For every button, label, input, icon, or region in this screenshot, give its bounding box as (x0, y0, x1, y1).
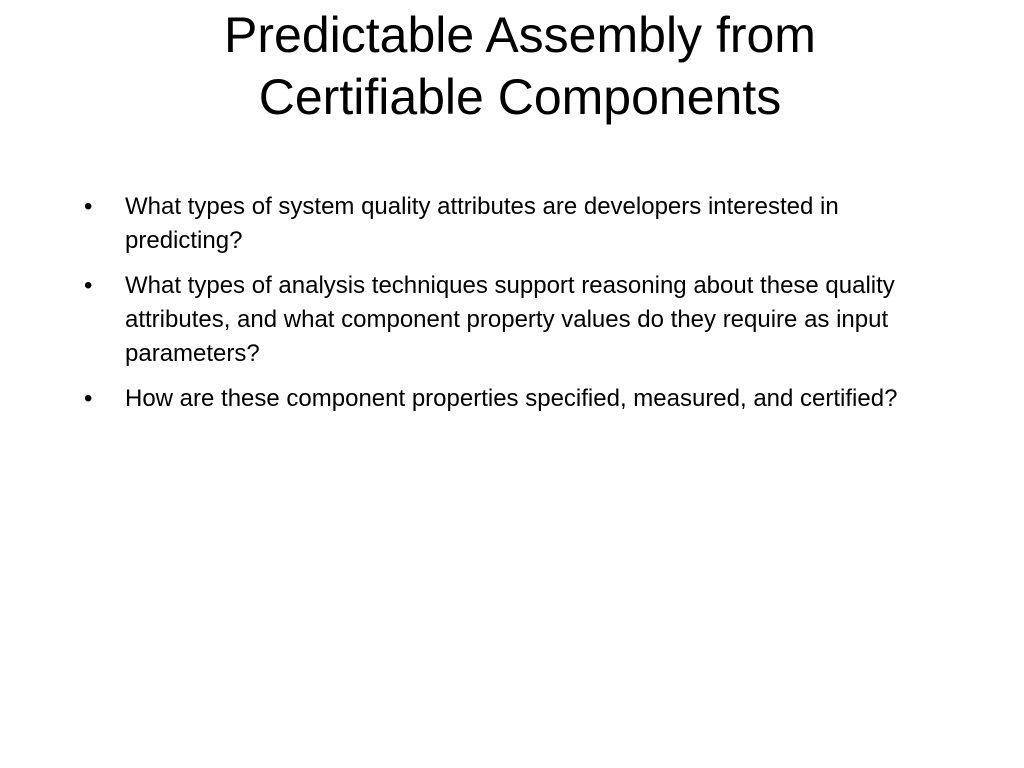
bullet-dot-icon: • (84, 272, 93, 299)
bullet-text: What types of system quality attributes are developers interested in predicting? (125, 193, 839, 254)
bullet-text: How are these component properties specified, measured, and certified? (125, 385, 898, 412)
bullet-item (84, 190, 934, 258)
bullet-item (84, 269, 934, 371)
slide-title-line-2: Certifiable Components (258, 69, 782, 125)
bullet-list (84, 190, 934, 427)
slide-title (80, 4, 960, 128)
bullet-text: What types of analysis techniques support reasoning about these quality attributes, and what component property values do they require as input parameters? (125, 272, 895, 367)
bullet-dot-icon: • (84, 385, 93, 412)
slide-title-line-1: Predictable Assembly from (224, 7, 816, 63)
bullet-item (84, 382, 934, 416)
bullet-dot-icon: • (84, 193, 93, 220)
